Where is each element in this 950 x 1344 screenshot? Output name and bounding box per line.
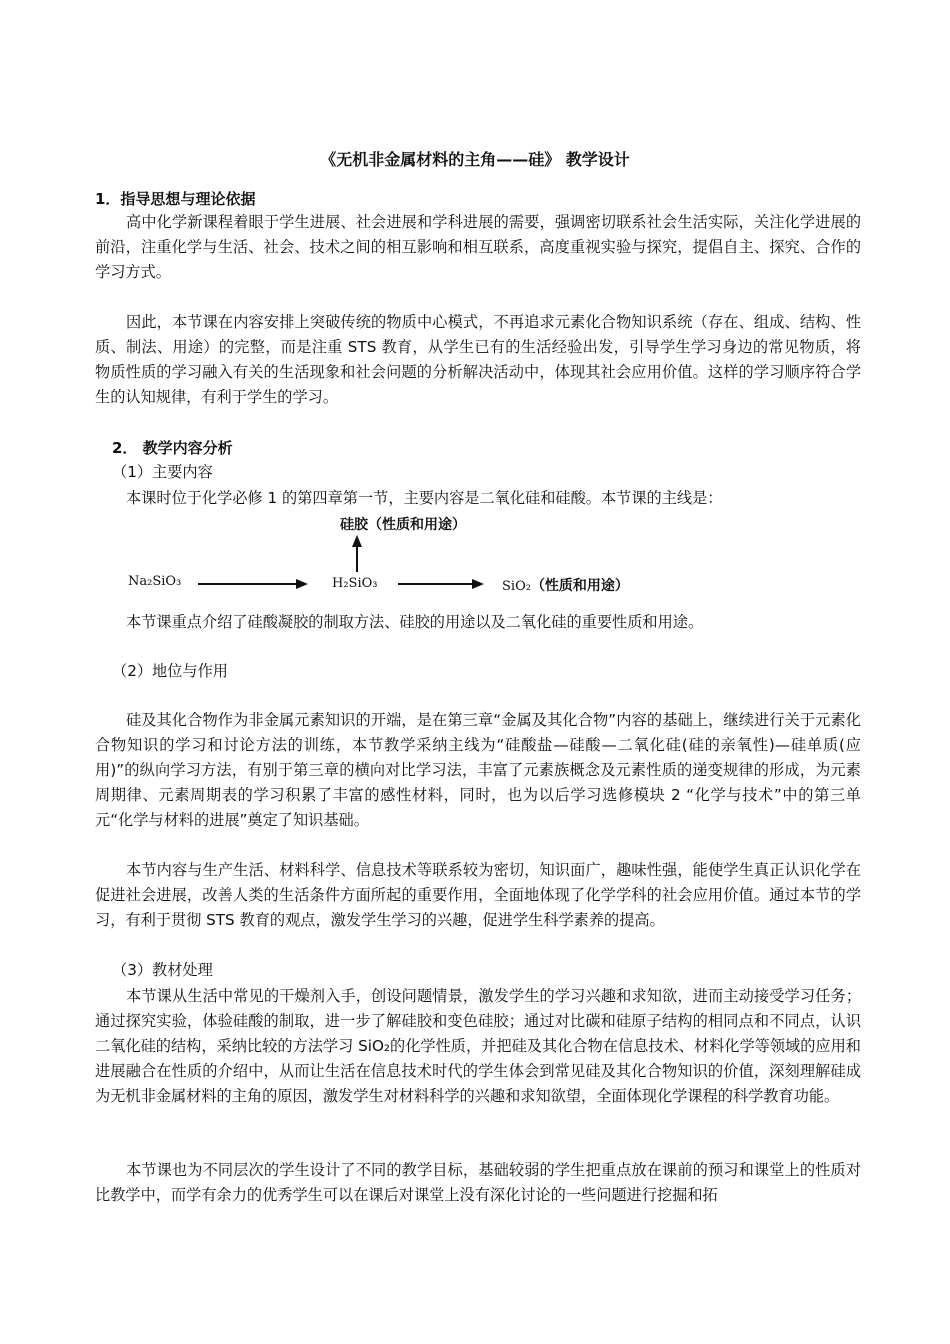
subsection-material-paragraph-2: 本节课也为不同层次的学生设计了不同的教学目标，基础较弱的学生把重点放在课前的预习和课堂上的性质对比教学中，而学有余力的优秀学生可以在课后对课堂上没有深化讨论的一些问题进行挖掘和拓 [95, 1161, 861, 1204]
diagram-formula-na2sio3: Na₂SiO₃ [128, 574, 182, 589]
section1-paragraph-2: 因此，本节课在内容安排上突破传统的物质中心模式，不再追求元素化合物知识系统（存在、组成、结构、性质、制法、用途）的完整，而是注重 STS 教育，从学生已有的生活经验出发，引导学生学习身边的常见物质，将物质性质的学习融入有关的生活现象和社会问题的分析解决活动中，体现其社会应用价值。这样的学习顺序符合学生的认知规律，有利于学生的学习。 [95, 313, 861, 406]
section2-heading: 2． 教学内容分析 [112, 439, 233, 457]
diagram-sio2-label: （性质和用途） [530, 578, 629, 594]
subsection-material-heading: （3）教材处理 [112, 961, 213, 979]
diagram-top-label: 硅胶（性质和用途） [340, 517, 466, 533]
subsection-role-heading: （2）地位与作用 [112, 662, 228, 680]
diagram-formula-h2sio3: H₂SiO₃ [332, 576, 378, 591]
document-title: 《无机非金属材料的主角——硅》 教学设计 [320, 150, 630, 169]
subsection-main-content-summary: 本节课重点介绍了硅酸凝胶的制取方法、硅胶的用途以及二氧化硅的重要性质和用途。 [126, 613, 704, 631]
diagram-sio2-formula: SiO₂ [502, 579, 531, 594]
section1-paragraph-1: 高中化学新课程着眼于学生进展、社会进展和学科进展的需要，强调密切联系社会生活实际，关注化学进展的前沿，注重化学与生活、社会、技术之间的相互影响和相互联系，高度重视实验与探究，提倡自主、探究、合作的学习方式。 [95, 213, 861, 281]
section1-heading: 1．指导思想与理论依据 [95, 190, 256, 208]
subsection-material-paragraph-1: 本节课从生活中常见的干燥剂入手，创设问题情景，激发学生的学习兴趣和求知欲，进而主动接受学习任务；通过探究实验，体验硅酸的制取，进一步了解硅胶和变色硅胶；通过对比碳和硅原子结构的相同点和不同点，认识二氧化硅的结构，采纳比较的方法学习 SiO₂的化学性质，并把硅及其化合物在信息技术、材料化学等领域的应用和进展融合在性质的介绍中，从而让生活在信息技术时代的学生体会到常见硅及其化合物知识的价值，深刻理解硅成为无机非金属材料的主角的原因，激发学生对材料科学的兴趣和求知欲望，全面体现化学课程的科学教育功能。 [95, 987, 861, 1105]
subsection-main-content-heading: （1）主要内容 [112, 463, 213, 481]
subsection-role-paragraph-2: 本节内容与生产生活、材料科学、信息技术等联系较为密切，知识面广，趣味性强，能使学生真正认识化学在促进社会进展，改善人类的生活条件方面所起的重要作用，全面地体现了化学学科的社会应用价值。通过本节的学习，有利于贯彻 STS 教育的观点，激发学生学习的兴趣，促进学生科学素养的提高。 [95, 861, 861, 929]
arrow-head-1 [296, 579, 308, 589]
arrow-head-2 [472, 579, 484, 589]
subsection-role-paragraph-1: 硅及其化合物作为非金属元素知识的开端，是在第三章“金属及其化合物”内容的基础上，继续进行关于元素化合物知识的学习和讨论方法的训练，本节教学采纳主线为“硅酸盐—硅酸—二氧化硅(硅的亲氧性)—硅单质(应用)”的纵向学习方法，有别于第三章的横向对比学习法，丰富了元素族概念及元素性质的递变规律的形成，为元素周期律、元素周期表的学习积累了丰富的感性材料，同时，也为以后学习选修模块 2 “化学与技术”中的第三单元“化学与材料的进展”奠定了知识基础。 [95, 711, 861, 829]
arrow-head-3 [352, 535, 362, 547]
subsection-main-content-text: 本课时位于化学必修 1 的第四章第一节，主要内容是二氧化硅和硅酸。本节课的主线是： [126, 489, 723, 507]
